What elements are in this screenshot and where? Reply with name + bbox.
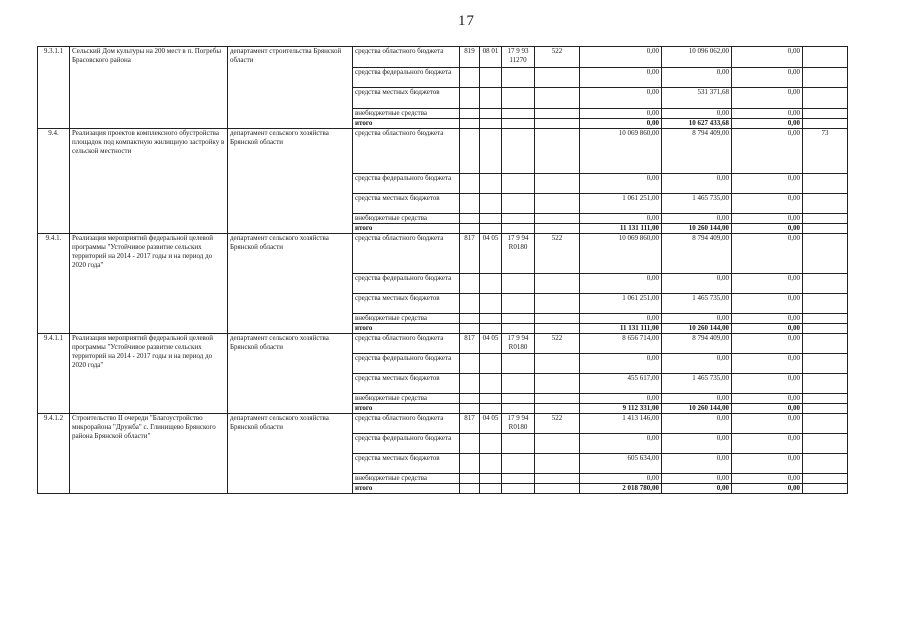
csr-code [502,484,535,494]
indicator-value: 73 [803,129,848,174]
csr-code [502,274,535,294]
csr-code [502,294,535,314]
csr-code [502,474,535,484]
grbs-code: 817 [460,234,480,274]
item-executor: департамент сельского хозяйства Брянской области [228,129,353,234]
csr-code: 17 9 94 R0180 [502,234,535,274]
amount-year-1: 1 061 251,00 [580,194,662,214]
funding-source: итого [353,404,460,414]
grbs-code [460,214,480,224]
vr-code [535,129,580,174]
table-row [38,414,848,434]
amount-year-1: 10 069 860,00 [580,234,662,274]
amount-year-2: 0,00 [662,434,732,454]
amount-year-3: 0,00 [732,314,803,324]
grbs-code [460,484,480,494]
amount-year-2: 1 465 735,00 [662,194,732,214]
csr-code [502,374,535,394]
amount-year-2: 0,00 [662,214,732,224]
csr-code [502,129,535,174]
amount-year-3: 0,00 [732,474,803,484]
rzpr-code [480,109,502,119]
page-number: 17 [458,13,475,29]
item-executor: департамент сельского хозяйства Брянской области [228,234,353,334]
rzpr-code [480,404,502,414]
item-name: Сельский Дом культуры на 200 мест в п. Погребы Брасовского района [70,47,228,129]
grbs-code [460,454,480,474]
rzpr-code: 04 05 [480,414,502,434]
vr-code [535,314,580,324]
indicator-value [803,394,848,404]
grbs-code [460,194,480,214]
grbs-code [460,119,480,129]
amount-year-3: 0,00 [732,484,803,494]
amount-year-1: 11 131 111,00 [580,224,662,234]
vr-code [535,434,580,454]
vr-code [535,394,580,404]
amount-year-3: 0,00 [732,334,803,354]
amount-year-3: 0,00 [732,194,803,214]
rzpr-code [480,88,502,109]
amount-year-1: 0,00 [580,109,662,119]
vr-code [535,404,580,414]
amount-year-3: 0,00 [732,174,803,194]
amount-year-1: 0,00 [580,47,662,68]
amount-year-2: 10 260 144,00 [662,224,732,234]
indicator-value [803,224,848,234]
funding-source: средства областного бюджета [353,129,460,174]
csr-code: 17 9 94 R0180 [502,334,535,354]
rzpr-code [480,484,502,494]
grbs-code [460,274,480,294]
indicator-value [803,334,848,354]
funding-source: средства местных бюджетов [353,374,460,394]
indicator-value [803,354,848,374]
amount-year-2: 531 371,68 [662,88,732,109]
indicator-value [803,68,848,88]
amount-year-2: 10 260 144,00 [662,404,732,414]
item-executor: департамент строительства Брянской области [228,47,353,129]
amount-year-2: 0,00 [662,314,732,324]
rzpr-code [480,374,502,394]
csr-code [502,214,535,224]
amount-year-1: 9 112 331,00 [580,404,662,414]
vr-code [535,68,580,88]
rzpr-code: 04 05 [480,234,502,274]
indicator-value [803,484,848,494]
table-row [38,47,848,68]
grbs-code: 817 [460,414,480,434]
amount-year-1: 0,00 [580,88,662,109]
amount-year-2: 0,00 [662,454,732,474]
amount-year-3: 0,00 [732,129,803,174]
item-code: 9.3.1.1 [38,47,70,129]
indicator-value [803,214,848,224]
csr-code [502,119,535,129]
amount-year-3: 0,00 [732,454,803,474]
funding-source: средства областного бюджета [353,234,460,274]
rzpr-code [480,68,502,88]
vr-code [535,324,580,334]
grbs-code [460,314,480,324]
rzpr-code [480,214,502,224]
item-name: Строительство II очереди "Благоустройство микрорайона "Дружба" с. Глинищево Брянского района Брянской области" [70,414,228,494]
rzpr-code [480,434,502,454]
csr-code [502,404,535,414]
amount-year-1: 11 131 111,00 [580,324,662,334]
indicator-value [803,454,848,474]
vr-code [535,119,580,129]
vr-code [535,484,580,494]
rzpr-code [480,274,502,294]
amount-year-2: 0,00 [662,274,732,294]
funding-source: средства местных бюджетов [353,88,460,109]
table-row [38,129,848,174]
csr-code [502,434,535,454]
funding-source: средства местных бюджетов [353,294,460,314]
csr-code [502,314,535,324]
indicator-value [803,274,848,294]
csr-code [502,394,535,404]
amount-year-1: 605 634,00 [580,454,662,474]
funding-source: итого [353,484,460,494]
vr-code: 522 [535,234,580,274]
table-row [38,234,848,274]
indicator-value [803,414,848,434]
rzpr-code [480,394,502,404]
amount-year-2: 0,00 [662,394,732,404]
amount-year-2: 0,00 [662,109,732,119]
amount-year-2: 0,00 [662,354,732,374]
amount-year-1: 0,00 [580,314,662,324]
csr-code [502,224,535,234]
vr-code [535,214,580,224]
amount-year-2: 0,00 [662,484,732,494]
amount-year-2: 0,00 [662,174,732,194]
indicator-value [803,404,848,414]
funding-source: средства федерального бюджета [353,434,460,454]
amount-year-1: 0,00 [580,68,662,88]
vr-code [535,274,580,294]
amount-year-2: 0,00 [662,68,732,88]
indicator-value [803,234,848,274]
amount-year-3: 0,00 [732,88,803,109]
csr-code [502,324,535,334]
indicator-value [803,88,848,109]
indicator-value [803,294,848,314]
amount-year-3: 0,00 [732,374,803,394]
csr-code [502,109,535,119]
funding-source: внебюджетные средства [353,314,460,324]
indicator-value [803,314,848,324]
vr-code [535,474,580,484]
amount-year-1: 0,00 [580,119,662,129]
csr-code [502,194,535,214]
rzpr-code [480,194,502,214]
amount-year-3: 0,00 [732,394,803,404]
amount-year-1: 1 413 146,00 [580,414,662,434]
grbs-code: 817 [460,334,480,354]
vr-code [535,194,580,214]
vr-code [535,454,580,474]
funding-source: внебюджетные средства [353,109,460,119]
grbs-code: 819 [460,47,480,68]
grbs-code [460,294,480,314]
amount-year-1: 0,00 [580,214,662,224]
funding-source: итого [353,119,460,129]
funding-source: средства областного бюджета [353,414,460,434]
csr-code [502,88,535,109]
rzpr-code [480,354,502,374]
vr-code: 522 [535,414,580,434]
indicator-value [803,119,848,129]
amount-year-2: 8 794 409,00 [662,129,732,174]
csr-code [502,454,535,474]
amount-year-2: 0,00 [662,474,732,484]
amount-year-3: 0,00 [732,294,803,314]
vr-code [535,109,580,119]
amount-year-1: 0,00 [580,474,662,484]
item-executor: департамент сельского хозяйства Брянской области [228,414,353,494]
rzpr-code [480,129,502,174]
rzpr-code [480,314,502,324]
item-name: Реализация мероприятий федеральной целевой программы "Устойчивое развитие сельских территорий на 2014 - 2017 годы и на период до 2020 года" [70,234,228,334]
amount-year-3: 0,00 [732,47,803,68]
vr-code [535,294,580,314]
grbs-code [460,174,480,194]
amount-year-2: 0,00 [662,414,732,434]
funding-source: внебюджетные средства [353,394,460,404]
amount-year-1: 0,00 [580,354,662,374]
rzpr-code [480,454,502,474]
budget-table [37,46,848,494]
grbs-code [460,354,480,374]
item-name: Реализация мероприятий федеральной целевой программы "Устойчивое развитие сельских территорий на 2014 - 2017 годы и на период до 2020 года" [70,334,228,414]
amount-year-3: 0,00 [732,119,803,129]
amount-year-1: 0,00 [580,274,662,294]
amount-year-3: 0,00 [732,434,803,454]
grbs-code [460,434,480,454]
item-code: 9.4.1.1 [38,334,70,414]
vr-code [535,88,580,109]
amount-year-2: 10 260 144,00 [662,324,732,334]
grbs-code [460,224,480,234]
grbs-code [460,109,480,119]
grbs-code [460,394,480,404]
rzpr-code: 04 05 [480,334,502,354]
amount-year-1: 0,00 [580,434,662,454]
amount-year-1: 1 061 251,00 [580,294,662,314]
amount-year-2: 8 794 409,00 [662,234,732,274]
indicator-value [803,47,848,68]
vr-code [535,354,580,374]
indicator-value [803,194,848,214]
amount-year-3: 0,00 [732,274,803,294]
amount-year-2: 10 627 433,68 [662,119,732,129]
rzpr-code [480,174,502,194]
csr-code: 17 9 94 R0180 [502,414,535,434]
funding-source: средства федерального бюджета [353,274,460,294]
csr-code: 17 9 93 11270 [502,47,535,68]
item-name: Реализация проектов комплексного обустройства площадок под компактную жилищную застройку в сельской местности [70,129,228,234]
csr-code [502,354,535,374]
indicator-value [803,109,848,119]
item-executor: департамент сельского хозяйства Брянской области [228,334,353,414]
grbs-code [460,474,480,484]
grbs-code [460,404,480,414]
amount-year-1: 455 617,00 [580,374,662,394]
funding-source: итого [353,224,460,234]
amount-year-3: 0,00 [732,109,803,119]
grbs-code [460,374,480,394]
indicator-value [803,174,848,194]
funding-source: средства областного бюджета [353,334,460,354]
amount-year-3: 0,00 [732,404,803,414]
item-code: 9.4. [38,129,70,234]
vr-code: 522 [535,334,580,354]
item-code: 9.4.1. [38,234,70,334]
amount-year-3: 0,00 [732,324,803,334]
funding-source: внебюджетные средства [353,214,460,224]
funding-source: внебюджетные средства [353,474,460,484]
funding-source: итого [353,324,460,334]
table-row [38,334,848,354]
csr-code [502,174,535,194]
grbs-code [460,324,480,334]
rzpr-code [480,474,502,484]
amount-year-1: 8 656 714,00 [580,334,662,354]
amount-year-1: 0,00 [580,174,662,194]
grbs-code [460,88,480,109]
amount-year-1: 0,00 [580,394,662,404]
amount-year-3: 0,00 [732,214,803,224]
funding-source: средства местных бюджетов [353,454,460,474]
indicator-value [803,474,848,484]
grbs-code [460,129,480,174]
vr-code [535,224,580,234]
amount-year-2: 1 465 735,00 [662,374,732,394]
rzpr-code [480,224,502,234]
amount-year-2: 10 096 062,00 [662,47,732,68]
amount-year-2: 8 794 409,00 [662,334,732,354]
grbs-code [460,68,480,88]
amount-year-3: 0,00 [732,414,803,434]
indicator-value [803,374,848,394]
funding-source: средства местных бюджетов [353,194,460,214]
csr-code [502,68,535,88]
rzpr-code [480,119,502,129]
amount-year-3: 0,00 [732,354,803,374]
funding-source: средства федерального бюджета [353,354,460,374]
rzpr-code [480,294,502,314]
vr-code [535,374,580,394]
indicator-value [803,434,848,454]
funding-source: средства федерального бюджета [353,174,460,194]
rzpr-code: 08 01 [480,47,502,68]
funding-source: средства областного бюджета [353,47,460,68]
amount-year-3: 0,00 [732,224,803,234]
amount-year-3: 0,00 [732,68,803,88]
amount-year-1: 2 018 780,00 [580,484,662,494]
rzpr-code [480,324,502,334]
amount-year-3: 0,00 [732,234,803,274]
amount-year-1: 10 069 860,00 [580,129,662,174]
vr-code [535,174,580,194]
amount-year-2: 1 465 735,00 [662,294,732,314]
funding-source: средства федерального бюджета [353,68,460,88]
indicator-value [803,324,848,334]
vr-code: 522 [535,47,580,68]
item-code: 9.4.1.2 [38,414,70,494]
